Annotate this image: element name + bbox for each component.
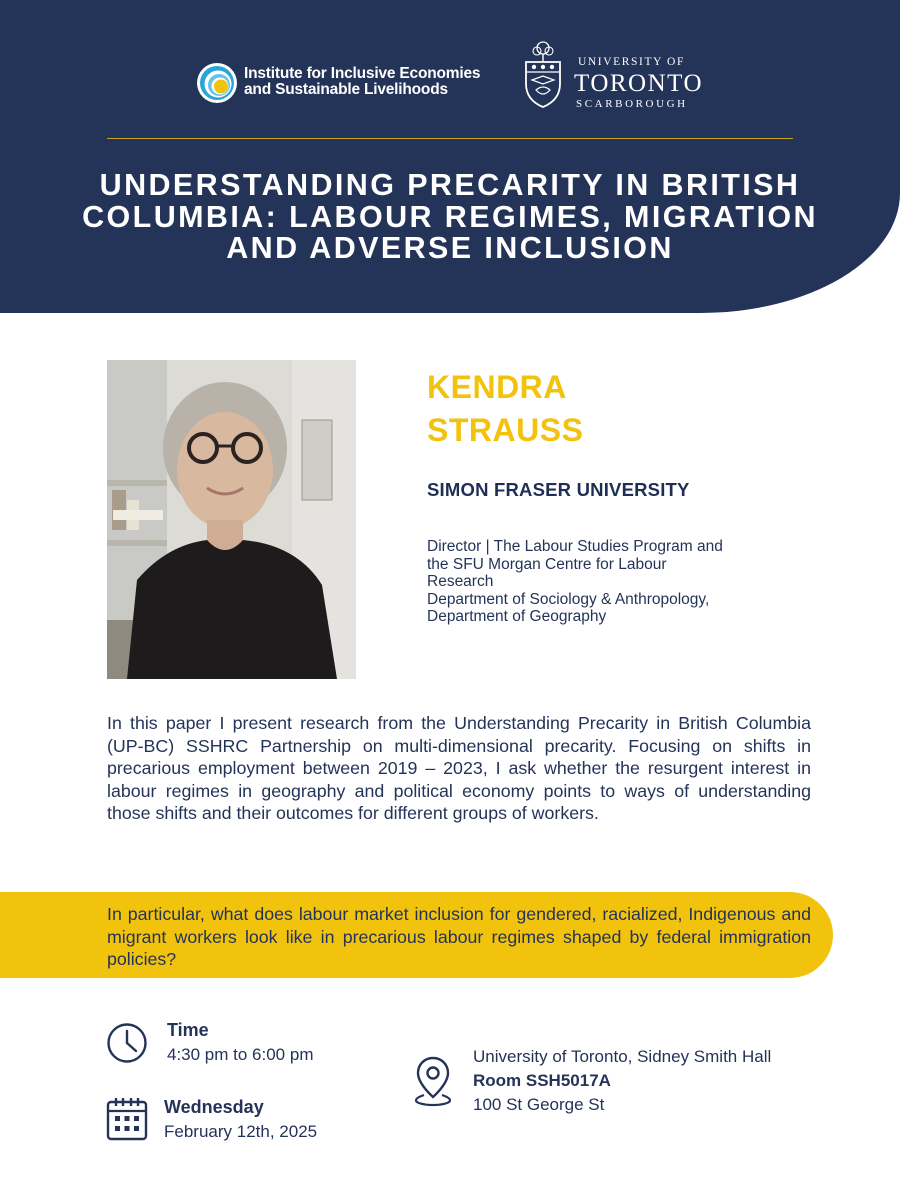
time-label: Time — [167, 1020, 209, 1040]
location-room: Room SSH5017A — [473, 1071, 611, 1090]
time-value: 4:30 pm to 6:00 pm — [167, 1045, 314, 1064]
speaker-organization: SIMON FRASER UNIVERSITY — [427, 479, 690, 500]
research-question: In particular, what does labour market inclusion for gendered, racialized, Indigenous and migrant workers look like in precarious labour regimes shaped by federal immigration policies? — [107, 904, 811, 969]
institute-logo — [196, 60, 496, 106]
university-toronto-text: TORONTO — [574, 70, 704, 97]
speaker-last-name: STRAUSS — [427, 412, 584, 448]
date-value: February 12th, 2025 — [164, 1122, 318, 1141]
speaker-role-line: Research — [427, 573, 494, 590]
day-label: Wednesday — [164, 1097, 264, 1117]
speaker-role — [427, 538, 797, 626]
header-banner — [0, 0, 900, 313]
speaker-role-line: Department of Geography — [427, 608, 607, 625]
location-building: University of Toronto, Sidney Smith Hall — [473, 1047, 772, 1066]
abstract-paragraph: In this paper I present research from the Understanding Precarity in British Columbia (UP-BC) SSHRC Partnership on multi-dimensional precarity. Focusing on shifts in precarious employment between 2019 – 2023, I ask whether the resurgent interest in labour regimes in geography and political economy points to ways of understanding those shifts and their outcomes for different groups of workers. — [107, 713, 811, 823]
speaker-photo — [107, 360, 356, 679]
speaker-role-line: Department of Sociology & Anthropology, — [427, 590, 710, 608]
speaker-role-line: the SFU Morgan Centre for Labour — [427, 555, 667, 573]
institute-swirl-icon — [196, 62, 238, 104]
header-divider — [107, 138, 793, 139]
university-of-text: UNIVERSITY OF — [578, 56, 685, 68]
speaker-name — [427, 366, 727, 452]
event-title: UNDERSTANDING PRECARITY IN BRITISH COLUMBIA: LABOUR REGIMES, MIGRATION AND ADVERSE INCLUSION — [82, 168, 818, 265]
institute-name-line-1: Institute for Inclusive Economies — [244, 65, 481, 82]
institute-name-line-2: and Sustainable Livelihoods — [244, 81, 448, 98]
university-campus-text: SCARBOROUGH — [576, 98, 688, 110]
speaker-role-line: Director | The Labour Studies Program and — [427, 538, 723, 555]
calendar-icon — [106, 1097, 148, 1141]
university-crest-icon — [520, 40, 566, 110]
map-pin-icon — [412, 1055, 454, 1107]
speaker-first-name: KENDRA — [427, 369, 567, 405]
location-address: 100 St George St — [473, 1095, 605, 1114]
university-logo — [520, 40, 704, 116]
clock-icon — [106, 1022, 148, 1064]
